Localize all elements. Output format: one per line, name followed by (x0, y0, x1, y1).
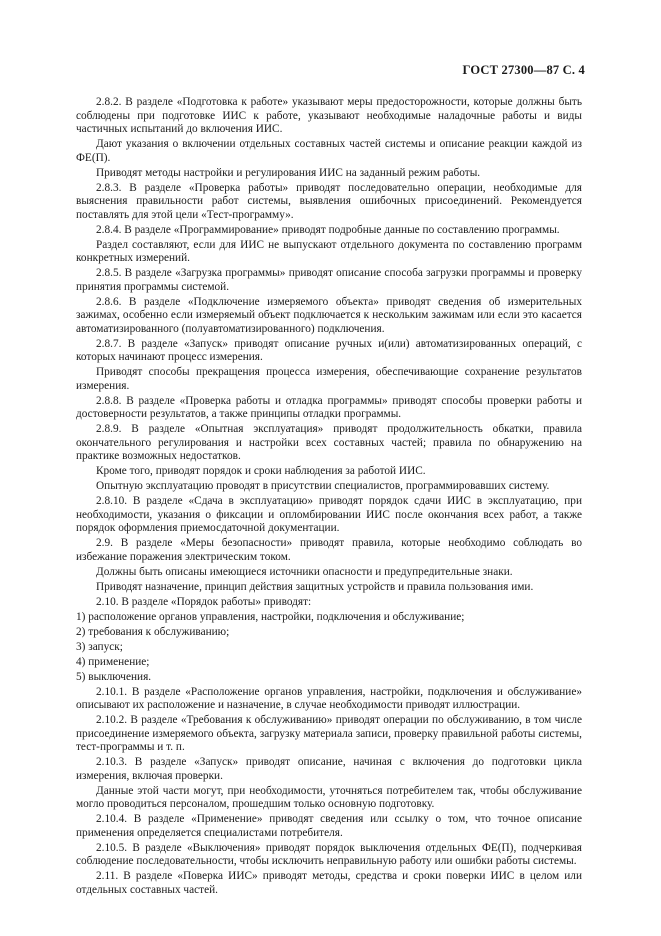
paragraph: Дают указания о включении отдельных составных частей системы и описание реакции каждой из ФЕ(П). (76, 138, 582, 164)
paragraph: 2.8.9. В разделе «Опытная эксплуатация» приводят продолжительность обкатки, правила окончательного регулирования и настройки всех составных частей; правила по обнаружению на практике возможных недостатков. (76, 423, 582, 462)
document-body (76, 96, 582, 899)
paragraph: Данные этой части могут, при необходимости, уточняться потребителем так, чтобы обслуживание могло проводиться персоналом, прошедшим только основную подготовку. (76, 784, 582, 810)
paragraph: 2.8.8. В разделе «Проверка работы и отладка программы» приводят способы проверки работы и достоверности результатов, а также принципы отладки программы. (76, 394, 582, 420)
paragraph: 2.8.7. В разделе «Запуск» приводят описание ручных и(или) автоматизированных операций, с которых начинают процесс измерения. (76, 337, 582, 363)
paragraph: 2.10.1. В разделе «Расположение органов управления, настройки, подключения и обслуживание» описывают их расположение и назначение, в случае необходимости приводят иллюстрации. (76, 685, 582, 711)
paragraph: 2.11. В разделе «Поверка ИИС» приводят методы, средства и сроки поверки ИИС в целом или отдельных составных частей. (76, 870, 582, 896)
list-item: 1) расположение органов управления, настройки, подключения и обслуживание; (76, 610, 465, 623)
list-item: 2) требования к обслуживанию; (76, 625, 230, 638)
paragraph: 2.8.2. В разделе «Подготовка к работе» указывают меры предосторожности, которые должны быть соблюдены при подготовке ИИС к работе, указывают необходимые наладочные работы и виды частичных испытаний до включения ИИС. (76, 96, 582, 135)
paragraph: Опытную эксплуатацию проводят в присутствии специалистов, программировавших систему. (96, 480, 550, 492)
paragraph: 2.10.2. В разделе «Требования к обслуживанию» приводят операции по обслуживанию, в том числе присоединение измеряемого объекта, загрузку материала записи, проверку правильной работы системы, тест-программы и т. п. (76, 714, 582, 753)
paragraph: 2.8.6. В разделе «Подключение измеряемого объекта» приводят сведения об измерительных зажимах, особенно если измеряемый объект подключается к нескольким зажимам или если это касается автоматизированного (полуавтоматизированного) подключения. (76, 295, 582, 335)
paragraph: 2.8.3. В разделе «Проверка работы» приводят последовательно операции, необходимые для выяснения правильности работ системы, выявления ошибочных присоединений. Рекомендуется поставлять для этой цели «Тест-программу». (76, 181, 582, 221)
paragraph: Должны быть описаны имеющиеся источники опасности и предупредительные знаки. (96, 565, 513, 578)
paragraph: 2.8.5. В разделе «Загрузка программы» приводят описание способа загрузки программы и проверку принятия программы системой. (76, 267, 582, 293)
list-item: 4) применение; (76, 655, 150, 668)
paragraph: 2.10.4. В разделе «Применение» приводят сведения или ссылку о том, что точное описание применения определяется специалистами потребителя. (76, 813, 582, 839)
paragraph: Раздел составляют, если для ИИС не выпускают отдельного документа по составлению программ конкретных измерений. (76, 238, 582, 264)
paragraph: 2.10.5. В разделе «Выключения» приводят порядок выключения отдельных ФЕ(П), подчеркивая соблюдение последовательности, чтобы исключить неправильную работу или ошибки работы системы. (76, 841, 582, 867)
list-item: 5) выключения. (76, 670, 152, 683)
list-item: 3) запуск; (76, 640, 123, 653)
paragraph: Кроме того, приводят порядок и сроки наблюдения за работой ИИС. (96, 465, 426, 477)
paragraph: 2.8.10. В разделе «Сдача в эксплуатацию» приводят порядок сдачи ИИС в эксплуатацию, при необходимости, указания о фиксации и опломбировании ИИС после окончания всех работ, а также порядок оформления приемосдаточной документации. (76, 495, 582, 534)
paragraph: Приводят назначение, принцип действия защитных устройств и правила пользования ими. (96, 580, 534, 593)
paragraph: 2.8.4. В разделе «Программирование» приводят подробные данные по составлению программы. (96, 223, 560, 236)
paragraph: 2.10.3. В разделе «Запуск» приводят описание, начиная с включения до подготовки цикла измерения, включая проверки. (76, 756, 582, 782)
paragraph: Приводят методы настройки и регулирования ИИС на заданный режим работы. (96, 166, 481, 179)
page-header: ГОСТ 27300—87 С. 4 (462, 63, 585, 77)
paragraph: Приводят способы прекращения процесса измерения, обеспечивающие сохранение результатов измерения. (76, 366, 582, 392)
paragraph: 2.9. В разделе «Меры безопасности» приводят правила, которые необходимо соблюдать во избежание поражения электрическим током. (76, 537, 582, 563)
paragraph: 2.10. В разделе «Порядок работы» приводят: (96, 595, 312, 608)
